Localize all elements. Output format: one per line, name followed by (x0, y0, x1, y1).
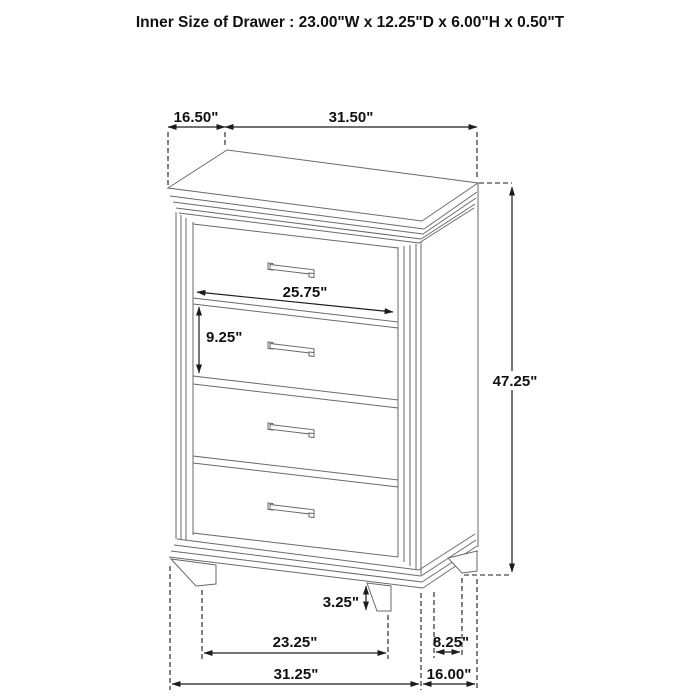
dimension-front-leg-span (202, 590, 388, 659)
drawer-handle-icon (268, 423, 314, 438)
drawer-handle-icon (268, 503, 314, 518)
leg-height-label: 3.25" (322, 594, 359, 611)
chest-drawing (168, 150, 478, 611)
dimension-drawer-front-height (199, 307, 242, 373)
chest-top-face (168, 150, 478, 221)
drawer-width-label: 25.75" (282, 284, 328, 301)
top-depth-label: 16.50" (173, 109, 219, 126)
dimension-overall-height (464, 183, 544, 575)
front-leg-span-label: 23.25" (272, 634, 318, 651)
drawer-front-height-label: 9.25" (206, 329, 243, 346)
dimension-base-rear-inset (433, 578, 469, 658)
drawer-fronts (193, 224, 398, 557)
diagram-title: Inner Size of Drawer : 23.00"W x 12.25"D x 6.00"H x 0.50"T (135, 14, 565, 31)
drawer-handle-icon (268, 263, 314, 278)
overall-height-label: 47.25" (492, 373, 538, 390)
front-right-leg (367, 583, 391, 611)
drawer-handle-icon (268, 342, 314, 357)
base-width-label: 31.25" (273, 666, 319, 683)
base-rear-inset-label: 8.25" (432, 634, 470, 651)
front-left-leg (171, 559, 216, 586)
base-depth-label: 16.00" (426, 666, 472, 683)
top-width-label: 31.50" (328, 109, 374, 126)
rear-right-leg (448, 551, 477, 573)
dimension-leg-height (323, 586, 366, 611)
